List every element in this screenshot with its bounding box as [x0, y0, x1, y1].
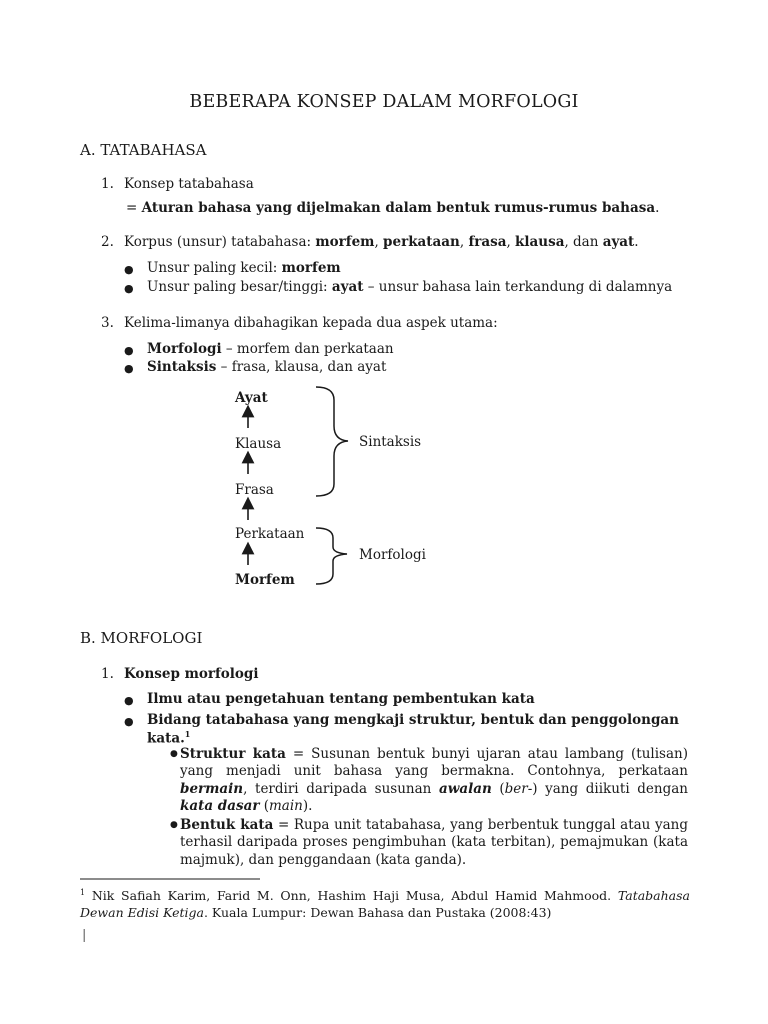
item-label: Konsep morfologi: [124, 666, 259, 682]
para-text: (: [491, 780, 505, 797]
para-text: (: [259, 797, 269, 814]
bullet-icon: ●: [124, 715, 134, 728]
page-title: BEBERAPA KONSEP DALAM MORFOLOGI: [189, 92, 579, 112]
section-a-heading: A. TATABAHASA: [80, 141, 207, 159]
example: main: [269, 797, 303, 814]
item-number: 1.: [101, 176, 114, 192]
bentuk-kata-para: [180, 817, 688, 869]
bullet-text: Ilmu atau pengetahuan tentang pembentukan kata: [147, 691, 535, 707]
corpus-frasa: frasa: [468, 234, 507, 250]
definition-text: Aturan bahasa yang dijelmakan dalam bentuk rumus-rumus bahasa: [141, 200, 656, 216]
example: ber-: [504, 780, 533, 797]
bullet-bold: morfem: [281, 260, 341, 276]
term: Struktur kata: [180, 746, 286, 762]
bullet-text-cont: [147, 729, 190, 747]
bullet-pre: Unsur paling besar/tinggi:: [147, 279, 332, 295]
para-text: = Rupa unit tatabahasa, yang berbentuk tunggal atau yang terhasil daripada proses pengimbuhan (kata terbitan), pemajmukan (kata majmuk), dan penggandaan (kata ganda).: [180, 817, 688, 868]
footnote-mark: 1: [80, 888, 86, 897]
bullet-bold: Morfologi: [147, 341, 222, 357]
corpus-klausa: klausa: [515, 234, 565, 250]
sub-bullet-icon: ●: [170, 820, 178, 830]
bullet-post: – morfem dan perkataan: [221, 341, 394, 357]
morfologi-brace-icon: [316, 528, 347, 584]
bullet-text: Bidang tatabahasa yang mengkaji struktur, bentuk dan penggolongan: [147, 712, 679, 728]
corpus-prefix: Korpus (unsur) tatabahasa:: [124, 234, 316, 250]
corpus-morfem: morfem: [315, 234, 375, 250]
section-b-heading: B. MORFOLOGI: [80, 629, 203, 647]
example: bermain: [180, 780, 244, 797]
corpus-perkataan: perkataan: [383, 234, 460, 250]
sep: ,: [506, 234, 516, 250]
sep: .: [634, 234, 639, 250]
diagram-morfologi-label: Morfologi: [359, 547, 426, 563]
footnote: [80, 884, 690, 921]
item-number: 2.: [101, 234, 114, 250]
page-marker: |: [82, 928, 87, 943]
example: kata dasar: [180, 797, 260, 814]
bullet-icon: ●: [124, 694, 134, 707]
corpus-ayat: ayat: [602, 234, 635, 250]
item-number: 3.: [101, 315, 114, 331]
bullet-bold: Sintaksis: [147, 359, 217, 375]
footnote-book: Tatabahasa Dewan Edisi Ketiga: [80, 888, 690, 921]
bullet-post: – unsur bahasa lain terkandung di dalamnya: [363, 279, 673, 295]
term: Bentuk kata: [180, 817, 274, 833]
sep: , dan: [564, 234, 603, 250]
bullet-icon: ●: [124, 362, 134, 375]
item-number: 1.: [101, 666, 114, 682]
bullet-bold: ayat: [331, 279, 364, 295]
sintaksis-brace-icon: [316, 387, 348, 496]
definition-end: .: [655, 200, 660, 216]
diagram-morfem: Morfem: [235, 572, 295, 588]
bullet-icon: ●: [124, 344, 134, 357]
para-text: = Susunan bentuk bunyi ujaran atau lambang (tulisan) yang menjadi unit bahasa yang bermakna. Contohnya, perkataan: [180, 746, 688, 780]
diagram-sintaksis-label: Sintaksis: [359, 434, 422, 450]
struktur-kata-para: [180, 746, 688, 815]
diagram-perkataan: Perkataan: [235, 526, 305, 542]
example: awalan: [438, 780, 492, 797]
item-label: Konsep tatabahasa: [124, 176, 254, 192]
item-label: Kelima-limanya dibahagikan kepada dua aspek utama:: [124, 315, 498, 331]
diagram-frasa: Frasa: [235, 482, 274, 498]
para-text: , terdiri daripada susunan: [243, 780, 439, 797]
sep: ,: [459, 234, 469, 250]
definition-eq: =: [126, 200, 142, 216]
footnote-authors: Nik Safiah Karim, Farid M. Onn, Hashim Haji Musa, Abdul Hamid Mahmood.: [85, 888, 618, 904]
bullet-icon: ●: [124, 282, 134, 295]
diagram-klausa: Klausa: [235, 436, 282, 452]
sep: ,: [374, 234, 384, 250]
bullet-icon: ●: [124, 263, 134, 276]
bullet-pre: Unsur paling kecil:: [147, 260, 282, 276]
footnote-publisher: . Kuala Lumpur: Dewan Bahasa dan Pustaka (2008:43): [203, 905, 552, 921]
diagram-ayat: Ayat: [235, 390, 268, 406]
bullet-cont: kata.: [147, 730, 185, 747]
para-text: ).: [302, 797, 313, 814]
footnote-ref: 1: [184, 729, 191, 739]
para-text: ) yang diikuti dengan: [532, 780, 688, 797]
sub-bullet-icon: ●: [170, 749, 178, 759]
bullet-post: – frasa, klausa, dan ayat: [216, 359, 387, 375]
